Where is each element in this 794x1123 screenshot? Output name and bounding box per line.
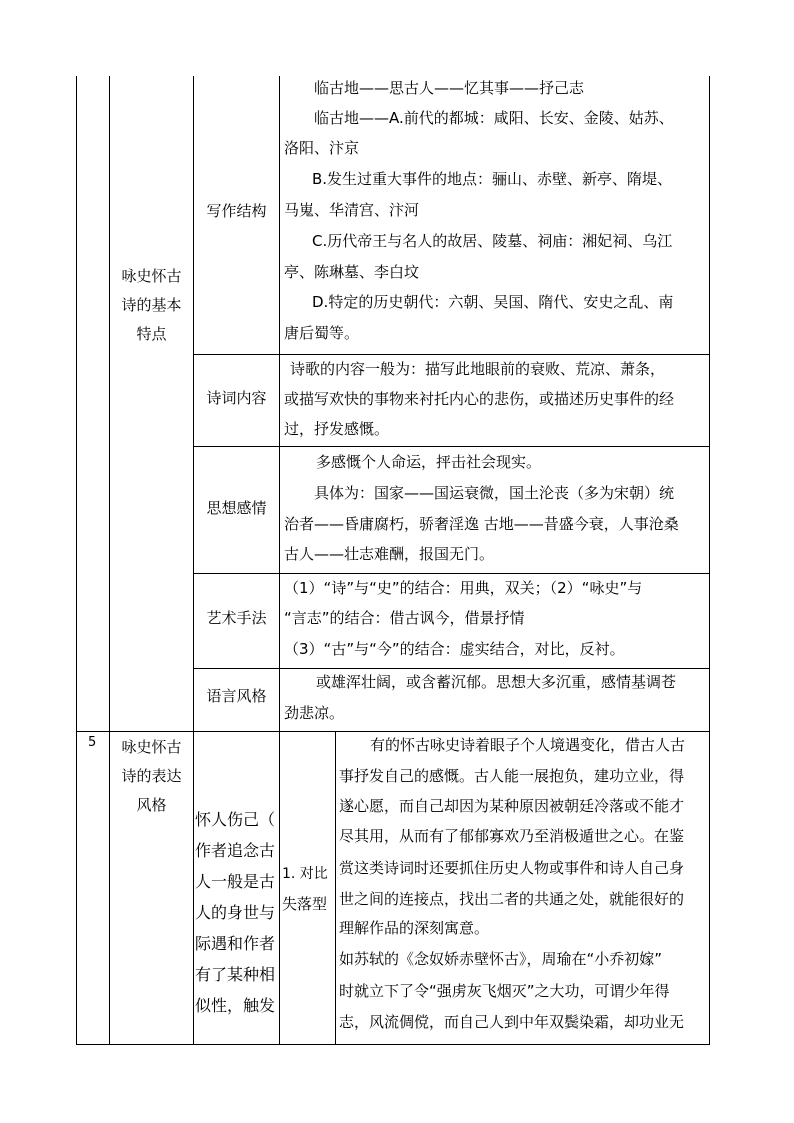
- content-line: 唐后蜀等。: [284, 324, 360, 342]
- content-line: 过，抒发感慨。: [284, 420, 390, 438]
- sub-label-line: 似性，触发: [195, 996, 276, 1015]
- style-title-line: 咏史怀古: [121, 738, 182, 756]
- content-line: 或描写欢快的事物来衬托内心的悲伤，或描述历史事件的经: [284, 390, 675, 408]
- features-title-line: 特点: [136, 325, 167, 343]
- content-line: （1）“诗”与“史”的结合：用典，双关；（2）“咏史”与: [284, 579, 643, 597]
- content-line: 时就立下了令“强虏灰飞烟灭”之大功，可谓少年得: [339, 982, 670, 1000]
- row-label-emotion: 思想感情: [206, 499, 267, 517]
- content-line: 有的怀古咏史诗着眼子个人境遇变化，借古人古: [370, 736, 686, 754]
- content-line: 临古地——A.前代的都城：咸阳、长安、金陵、姑苏、: [314, 109, 674, 127]
- section-number: 5: [88, 735, 97, 750]
- content-line: 多感慨个人命运，抨击社会现实。: [316, 453, 542, 471]
- content-line: 马嵬、华清宫、汴河: [284, 201, 420, 219]
- content-line: 尽其用，从而有了郁郁寡欢乃至消极遁世之心。在鉴: [339, 827, 685, 845]
- content-line: 亭、陈琳墓、李白坟: [284, 263, 420, 281]
- table-border-right: [709, 76, 710, 1045]
- content-line: 具体为：国家——国运衰微，国土沦丧（多为宋朝）统: [314, 484, 675, 502]
- content-line: （3）“古”与“今”的结合：虚实结合，对比，反衬。: [284, 640, 625, 658]
- table-border-left: [76, 76, 77, 1045]
- style-title-line: 诗的表达: [121, 767, 182, 785]
- row-label-language: 语言风格: [206, 687, 267, 705]
- col-divider-3-upper: [279, 76, 280, 731]
- content-line: 理解作品的深刻寓意。: [339, 919, 490, 937]
- content-line: 遂心愿，而自己却因为某种原因被朝廷冷落或不能才: [339, 797, 685, 815]
- col-divider-3-lower: [279, 731, 280, 1045]
- content-line: 事抒发自己的感慨。古人能一展抱负，建功立业，得: [339, 767, 685, 785]
- content-line: 赏这类诗词时还要抓住历史人物或事件和诗人自己身: [339, 859, 685, 877]
- content-line: 如苏轼的《念奴娇赤壁怀古》，周瑜在“小乔初嫁”: [339, 950, 663, 968]
- col-divider-1: [109, 76, 110, 1045]
- row-divider-2: [193, 446, 710, 447]
- style-title-line: 风格: [136, 796, 167, 814]
- content-line: “言志”的结合：借古讽今，借景抒情: [284, 609, 525, 627]
- content-line: 诗歌的内容一般为：描写此地眼前的衰败、荒凉、萧条，: [290, 360, 666, 378]
- content-line: 劲悲凉。: [284, 704, 345, 722]
- sub-label-line: 人的身世与: [195, 903, 276, 922]
- sub-label-line: 作者追念古: [195, 841, 276, 860]
- row-label-technique: 艺术手法: [206, 609, 267, 627]
- sub-label-line: 人一般是古: [195, 872, 276, 891]
- sub-label-line: 际遇和作者: [195, 934, 276, 953]
- content-line: 世之间的连接点，找出二者的共通之处，就能很好的: [339, 890, 685, 908]
- sub-label-line: 有了某种相: [195, 965, 276, 984]
- sub-label-line: 怀人伤己（: [195, 810, 276, 829]
- content-line: D.特定的历史朝代：六朝、吴国、隋代、安史之乱、南: [312, 293, 674, 311]
- content-line: C.历代帝王与名人的故居、陵墓、祠庙：湘妃祠、乌江: [312, 232, 673, 250]
- row-label-structure: 写作结构: [206, 202, 267, 220]
- type-label-line: 失落型: [282, 895, 328, 913]
- table-border-bottom: [76, 1044, 710, 1045]
- type-label-line: 1. 对比: [282, 866, 328, 882]
- content-line: 洛阳、汴京: [284, 139, 360, 157]
- content-line: 或雄浑壮阔，或含蓄沉郁。思想大多沉重，感情基调苍: [316, 673, 677, 691]
- content-line: 临古地——思古人——忆其事——抒己志: [314, 79, 585, 97]
- features-title-line: 诗的基本: [121, 296, 182, 314]
- content-line: 志，风流倜傥，而自己人到中年双鬓染霜，却功业无: [339, 1013, 685, 1031]
- row-label-content: 诗词内容: [206, 389, 267, 407]
- content-line: 治者——昏庸腐朽，骄奢淫逸 古地——昔盛今衰，人事沧桑: [284, 515, 679, 533]
- content-line: B.发生过重大事件的地点：骊山、赤壁、新亭、隋堤、: [312, 170, 673, 188]
- features-title-line: 咏史怀古: [121, 267, 182, 285]
- content-line: 古人——壮志难酬，报国无门。: [284, 545, 495, 563]
- col-divider-4-lower: [335, 731, 336, 1045]
